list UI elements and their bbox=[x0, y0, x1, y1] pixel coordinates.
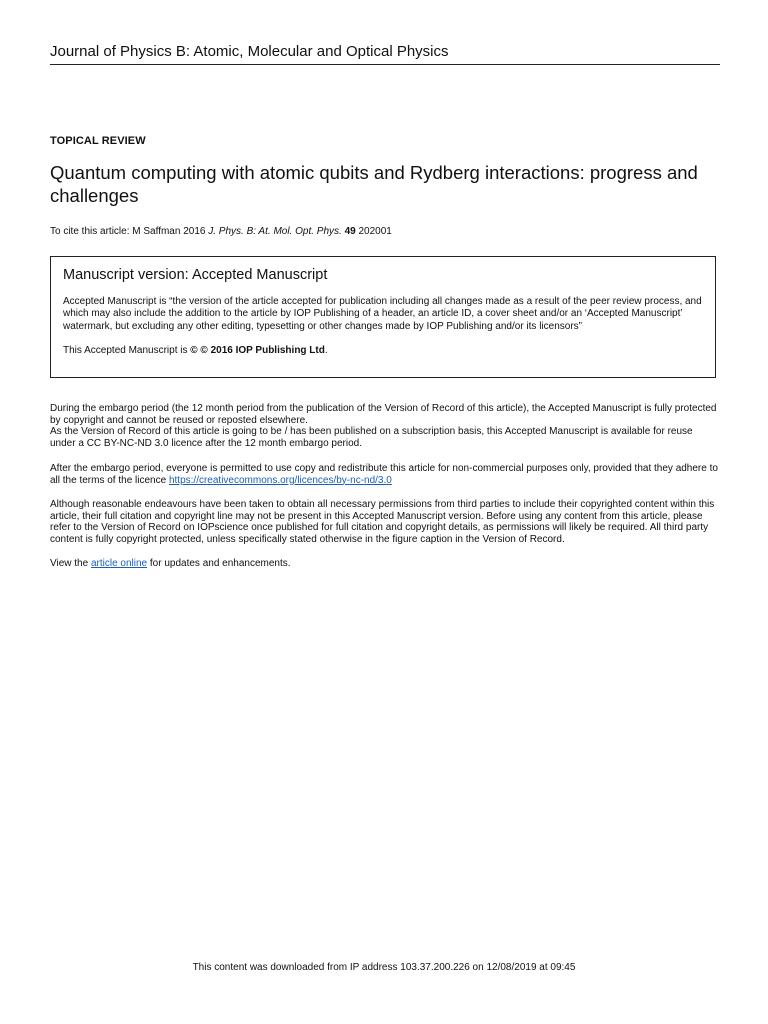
article-title: Quantum computing with atomic qubits and Rydberg interactions: progress and challenges bbox=[50, 162, 698, 206]
download-footer: This content was downloaded from IP address 103.37.200.226 on 12/08/2019 at 09:45 bbox=[192, 962, 576, 973]
journal-name: Journal of Physics B: Atomic, Molecular and Optical Physics bbox=[50, 42, 720, 65]
article-section-label: TOPICAL REVIEW bbox=[50, 135, 146, 147]
licence-notice bbox=[50, 463, 720, 486]
view-online-notice bbox=[50, 558, 720, 570]
citation-line bbox=[50, 225, 730, 238]
licence-link[interactable]: https://creativecommons.org/licences/by-nc-nd/3.0 bbox=[168, 474, 392, 486]
manuscript-version-box bbox=[50, 256, 716, 378]
after-embargo-text: After the embargo period, everyone is permitted to use copy and redistribute this article for non-commercial purposes only, provided that they adhere to all the terms of the licence bbox=[50, 463, 718, 486]
copyright-statement bbox=[63, 344, 328, 357]
permissions-notice: Although reasonable endeavours have been taken to obtain all necessary permissions from third parties to include their copyrighted content within this article, their full citation and copyright line may not be present in this Accepted Manuscript version. Before using any content from this article, please refer to the Version of Record on IOPscience once published for full citation and copyright details, as permissions will likely be required. All third party content is fully copyright protected, unless specifically stated otherwise in the figure caption in the Version of Record. bbox=[50, 499, 715, 545]
citation-article-number: 202001 bbox=[358, 226, 392, 237]
citation-journal: J. Phys. B: At. Mol. Opt. Phys. bbox=[208, 226, 342, 237]
view-suffix: for updates and enhancements. bbox=[147, 558, 291, 569]
citation-volume: 49 bbox=[344, 226, 356, 237]
embargo-text: During the embargo period (the 12 month period from the publication of the Version of Record of this article), the Accepted Manuscript is fully protected by copyright and cannot be reused or reposted elsewhere. bbox=[50, 403, 717, 426]
copyright-holder: © © 2016 IOP Publishing Ltd bbox=[190, 345, 325, 356]
copyright-prefix: This Accepted Manuscript is bbox=[63, 345, 191, 356]
manuscript-version-heading: Manuscript version: Accepted Manuscript bbox=[63, 267, 328, 283]
article-online-link[interactable]: article online bbox=[90, 558, 148, 569]
view-prefix: View the bbox=[50, 558, 91, 569]
citation-prefix: To cite this article: M Saffman 2016 bbox=[50, 226, 209, 237]
subscription-reuse-text: As the Version of Record of this article is going to be / has been published on a subscription basis, this Accepted Manuscript is available for reuse under a CC BY-NC-ND 3.0 licence after the 12 month embargo period. bbox=[50, 426, 693, 449]
accepted-manuscript-definition: Accepted Manuscript is “the version of the article accepted for publication including all changes made as a result of the peer review process, and which may also include the addition to the article by IOP Publishing of a header, an article ID, a cover sheet and/or an ‘Accepted Manuscript’ watermark, but excluding any other editing, typesetting or other changes made by IOP Publishing and/or its licensors” bbox=[63, 296, 702, 332]
copyright-suffix: . bbox=[324, 345, 328, 356]
embargo-notice bbox=[50, 403, 720, 449]
